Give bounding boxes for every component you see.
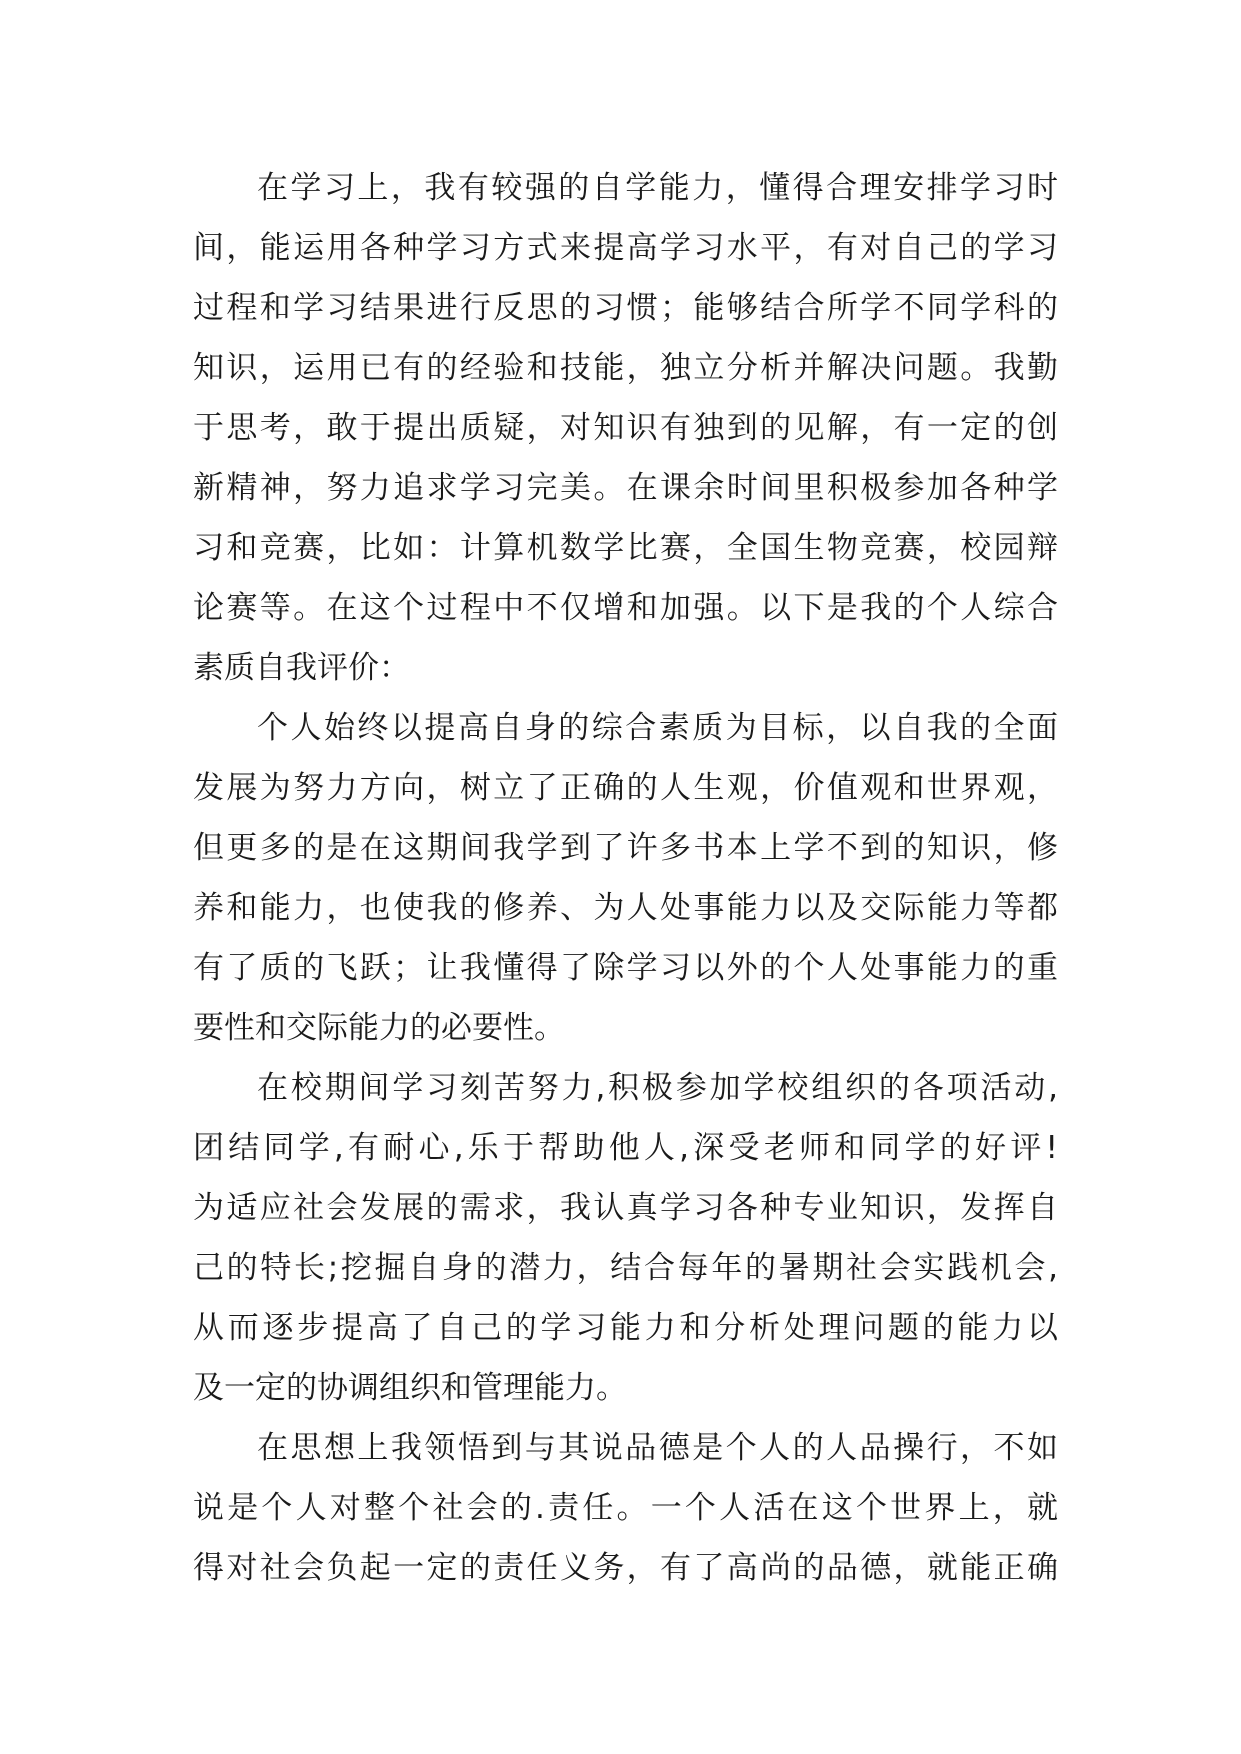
text-line: 素质自我评价：: [193, 650, 410, 686]
text-line: 在校期间学习刻苦努力,积极参加学校组织的各项活动,: [257, 1070, 1058, 1106]
paragraph-study: [193, 158, 1058, 698]
text-line: 要性和交际能力的必要性。: [193, 1010, 565, 1046]
text-line: 及一定的协调组织和管理能力。: [193, 1370, 627, 1406]
text-line: 从而逐步提高了自己的学习能力和分析处理问题的能力以: [193, 1310, 1058, 1346]
text-line: 得对社会负起一定的责任义务，有了高尚的品德，就能正确: [193, 1550, 1058, 1586]
text-line: 论赛等。在这个过程中不仅增和加强。以下是我的个人综合: [193, 590, 1058, 626]
text-line: 说是个人对整个社会的.责任。一个人活在这个世界上，就: [193, 1490, 1058, 1526]
text-line: 个人始终以提高自身的综合素质为目标，以自我的全面: [257, 710, 1058, 746]
paragraph-school-period: [193, 1058, 1058, 1418]
text-line: 过程和学习结果进行反思的习惯；能够结合所学不同学科的: [193, 290, 1058, 326]
text-line: 有了质的飞跃；让我懂得了除学习以外的个人处事能力的重: [193, 950, 1058, 986]
text-line: 知识，运用已有的经验和技能，独立分析并解决问题。我勤: [193, 350, 1058, 386]
text-line: 发展为努力方向，树立了正确的人生观，价值观和世界观，: [193, 770, 1058, 806]
text-line: 团结同学,有耐心,乐于帮助他人,深受老师和同学的好评!: [193, 1130, 1058, 1166]
text-line: 于思考，敢于提出质疑，对知识有独到的见解，有一定的创: [193, 410, 1058, 446]
text-line: 习和竞赛，比如：计算机数学比赛，全国生物竞赛，校园辩: [193, 530, 1058, 566]
text-line: 但更多的是在这期间我学到了许多书本上学不到的知识，修: [193, 830, 1058, 866]
text-line: 间，能运用各种学习方式来提高学习水平，有对自己的学习: [193, 230, 1058, 266]
text-line: 在学习上，我有较强的自学能力，懂得合理安排学习时: [257, 170, 1058, 206]
text-line: 养和能力，也使我的修养、为人处事能力以及交际能力等都: [193, 890, 1058, 926]
text-line: 己的特长;挖掘自身的潜力，结合每年的暑期社会实践机会,: [193, 1250, 1058, 1286]
text-line: 为适应社会发展的需求，我认真学习各种专业知识，发挥自: [193, 1190, 1058, 1226]
document-body: [193, 158, 1058, 1598]
paragraph-thought: [193, 1418, 1058, 1598]
paragraph-personal-quality: [193, 698, 1058, 1058]
text-line: 新精神，努力追求学习完美。在课余时间里积极参加各种学: [193, 470, 1058, 506]
text-line: 在思想上我领悟到与其说品德是个人的人品操行，不如: [257, 1430, 1058, 1466]
